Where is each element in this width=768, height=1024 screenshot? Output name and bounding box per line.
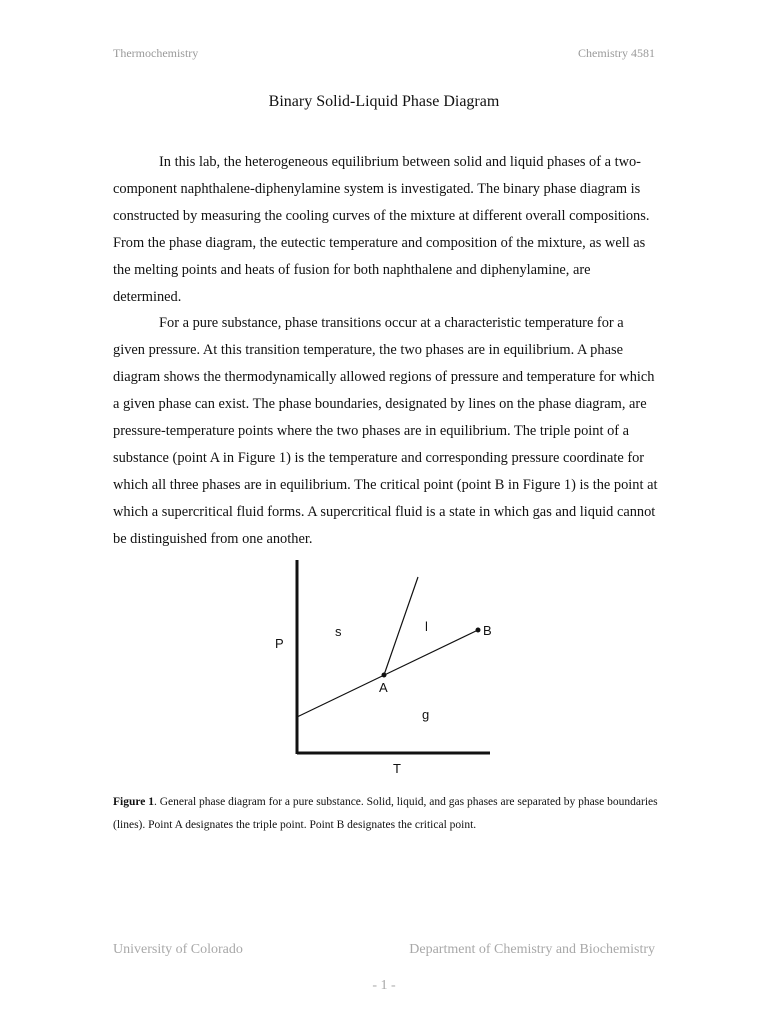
gas-region-label: g xyxy=(422,707,430,722)
melting-line xyxy=(384,577,418,675)
body-text xyxy=(113,149,658,553)
paragraph-2: For a pure substance, phase transitions occur at a characteristic temperature for a given pressure. At this transition temperature, the two phases are in equilibrium. A phase diagram shows the thermodynamically allowed regions of pressure and temperature for which a given phase can exist. The phase boundaries, designated by lines on the phase diagram, are pressure-temperature points where the two phases are in equilibrium. The triple point of a substance (point A in Figure 1) is the temperature and corresponding pressure coordinate for which all three phases are in equilibrium. The critical point (point B in Figure 1) is the point at which a supercritical fluid forms. A supercritical fluid is a state in which gas and liquid cannot be distinguished from one another. xyxy=(113,315,658,547)
caption-label: Figure 1 xyxy=(113,796,154,808)
liquid-region-label: l xyxy=(425,619,428,634)
footer-right: Department of Chemistry and Biochemistry xyxy=(409,942,655,957)
phase-diagram xyxy=(268,555,508,780)
paragraph-1: In this lab, the heterogeneous equilibrium between solid and liquid phases of a two-component naphthalene-diphenylamine system is investigated. The binary phase diagram is constructed by measuring the cooling curves of the mixture at different overall compositions. From the phase diagram, the eutectic temperature and composition of the mixture, as well as the melting points and heats of fusion for both naphthalene and diphenylamine, are determined. xyxy=(113,154,650,305)
phase-diagram-figure xyxy=(268,555,508,780)
solid-region-label: s xyxy=(335,624,342,639)
page-number: - 1 - xyxy=(372,978,396,993)
point-b-label: B xyxy=(483,623,492,638)
critical-point-marker xyxy=(476,628,481,633)
running-header-right: Chemistry 4581 xyxy=(578,46,655,60)
y-axis-label: P xyxy=(275,636,284,651)
x-axis-label: T xyxy=(393,761,401,776)
page-title: Binary Solid-Liquid Phase Diagram xyxy=(268,93,500,110)
figure-caption xyxy=(113,791,658,837)
running-header-left: Thermochemistry xyxy=(113,46,199,60)
sublimation-vaporization-line xyxy=(297,630,478,717)
caption-text: . General phase diagram for a pure substance. Solid, liquid, and gas phases are separated by phase boundaries (lines). Point A designates the triple point. Point B designates the critical point. xyxy=(113,796,658,831)
triple-point-marker xyxy=(382,673,387,678)
footer-left: University of Colorado xyxy=(113,942,243,957)
point-a-label: A xyxy=(379,680,388,695)
